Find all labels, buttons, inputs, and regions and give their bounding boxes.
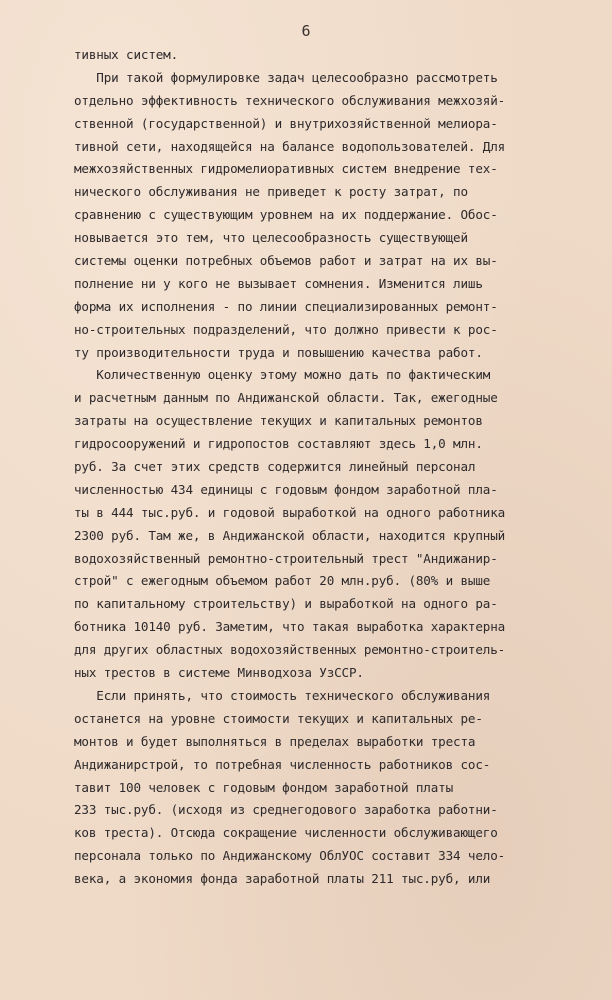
text-line: полнение ни у кого не вызывает сомнения. Изменится лишь xyxy=(74,275,483,291)
body-text xyxy=(74,44,604,891)
text-line: 2300 руб. Там же, в Андижанской области, находится крупный xyxy=(74,527,506,543)
text-line: для других областных водохозяйственных ремонтно-строитель- xyxy=(74,642,506,658)
text-line: тивной сети, находящейся на балансе водопользователей. Для xyxy=(74,138,506,154)
text-line: водохозяйственный ремонтно-строительный трест "Андижанир- xyxy=(74,550,498,566)
page-number: 6 xyxy=(301,22,311,40)
text-line: Андижанирстрой, то потребная численность работников сос- xyxy=(74,756,491,772)
text-line: руб. За счет этих средств содержится линейный персонал xyxy=(74,459,476,475)
text-line: останется на уровне стоимости текущих и капитальных ре- xyxy=(74,710,483,726)
text-line: персонала только по Андижанскому ОблУОС составит 334 чело- xyxy=(74,848,506,864)
text-line: численностью 434 единицы с годовым фондом заработной пла- xyxy=(74,481,498,497)
text-line: сравнению с существующим уровнем на их поддержание. Обос- xyxy=(74,207,498,223)
text-line: гидросооружений и гидропостов составляют здесь 1,0 млн. xyxy=(74,436,483,452)
text-line: ственной (государственной) и внутрихозяйственной мелиора- xyxy=(74,115,498,131)
text-line: по капитальному строительству) и выработкой на одного ра- xyxy=(74,596,498,612)
text-line: нического обслуживания не приведет к росту затрат, по xyxy=(74,184,468,200)
text-line: тавит 100 человек с годовым фондом заработной платы xyxy=(74,779,454,795)
text-line: монтов и будет выполняться в пределах выработки треста xyxy=(74,733,476,749)
text-line: отдельно эффективность технического обслуживания межхозяй- xyxy=(74,92,506,108)
text-line: новывается это тем, что целесообразность существующей xyxy=(74,230,468,246)
text-line: 233 тыс.руб. (исходя из среднегодового заработка работни- xyxy=(74,802,498,818)
text-line: системы оценки потребных объемов работ и затрат на их вы- xyxy=(74,253,498,269)
text-line: века, а экономия фонда заработной платы 211 тыс.руб, или xyxy=(74,871,491,887)
text-line: межхозяйственных гидромелиоративных систем внедрение тех- xyxy=(74,161,498,177)
text-line: ботника 10140 руб. Заметим, что такая выработка характерна xyxy=(74,619,506,635)
text-line: строй" с ежегодным объемом работ 20 млн.руб. (80% и выше xyxy=(74,573,491,589)
text-line: форма их исполнения - по линии специализированных ремонт- xyxy=(74,298,498,314)
text-line: Если принять, что стоимость технического обслуживания xyxy=(74,687,491,703)
text-line: Количественную оценку этому можно дать по фактическим xyxy=(74,367,491,383)
text-line: затраты на осуществление текущих и капитальных ремонтов xyxy=(74,413,483,429)
text-line: ных трестов в системе Минводхоза УзССР. xyxy=(74,665,364,681)
text-line: и расчетным данным по Андижанской области. Так, ежегодные xyxy=(74,390,498,406)
text-line: При такой формулировке задач целесообразно рассмотреть xyxy=(74,69,498,85)
text-line: тивных систем. xyxy=(74,47,179,62)
text-line: ков треста). Отсюда сокращение численности обслуживающего xyxy=(74,825,498,841)
text-line: ту производительности труда и повышению качества работ. xyxy=(74,344,483,360)
text-line: но-строительных подразделений, что должно привести к рос- xyxy=(74,321,498,337)
text-line: ты в 444 тыс.руб. и годовой выработкой на одного работника xyxy=(74,504,506,520)
